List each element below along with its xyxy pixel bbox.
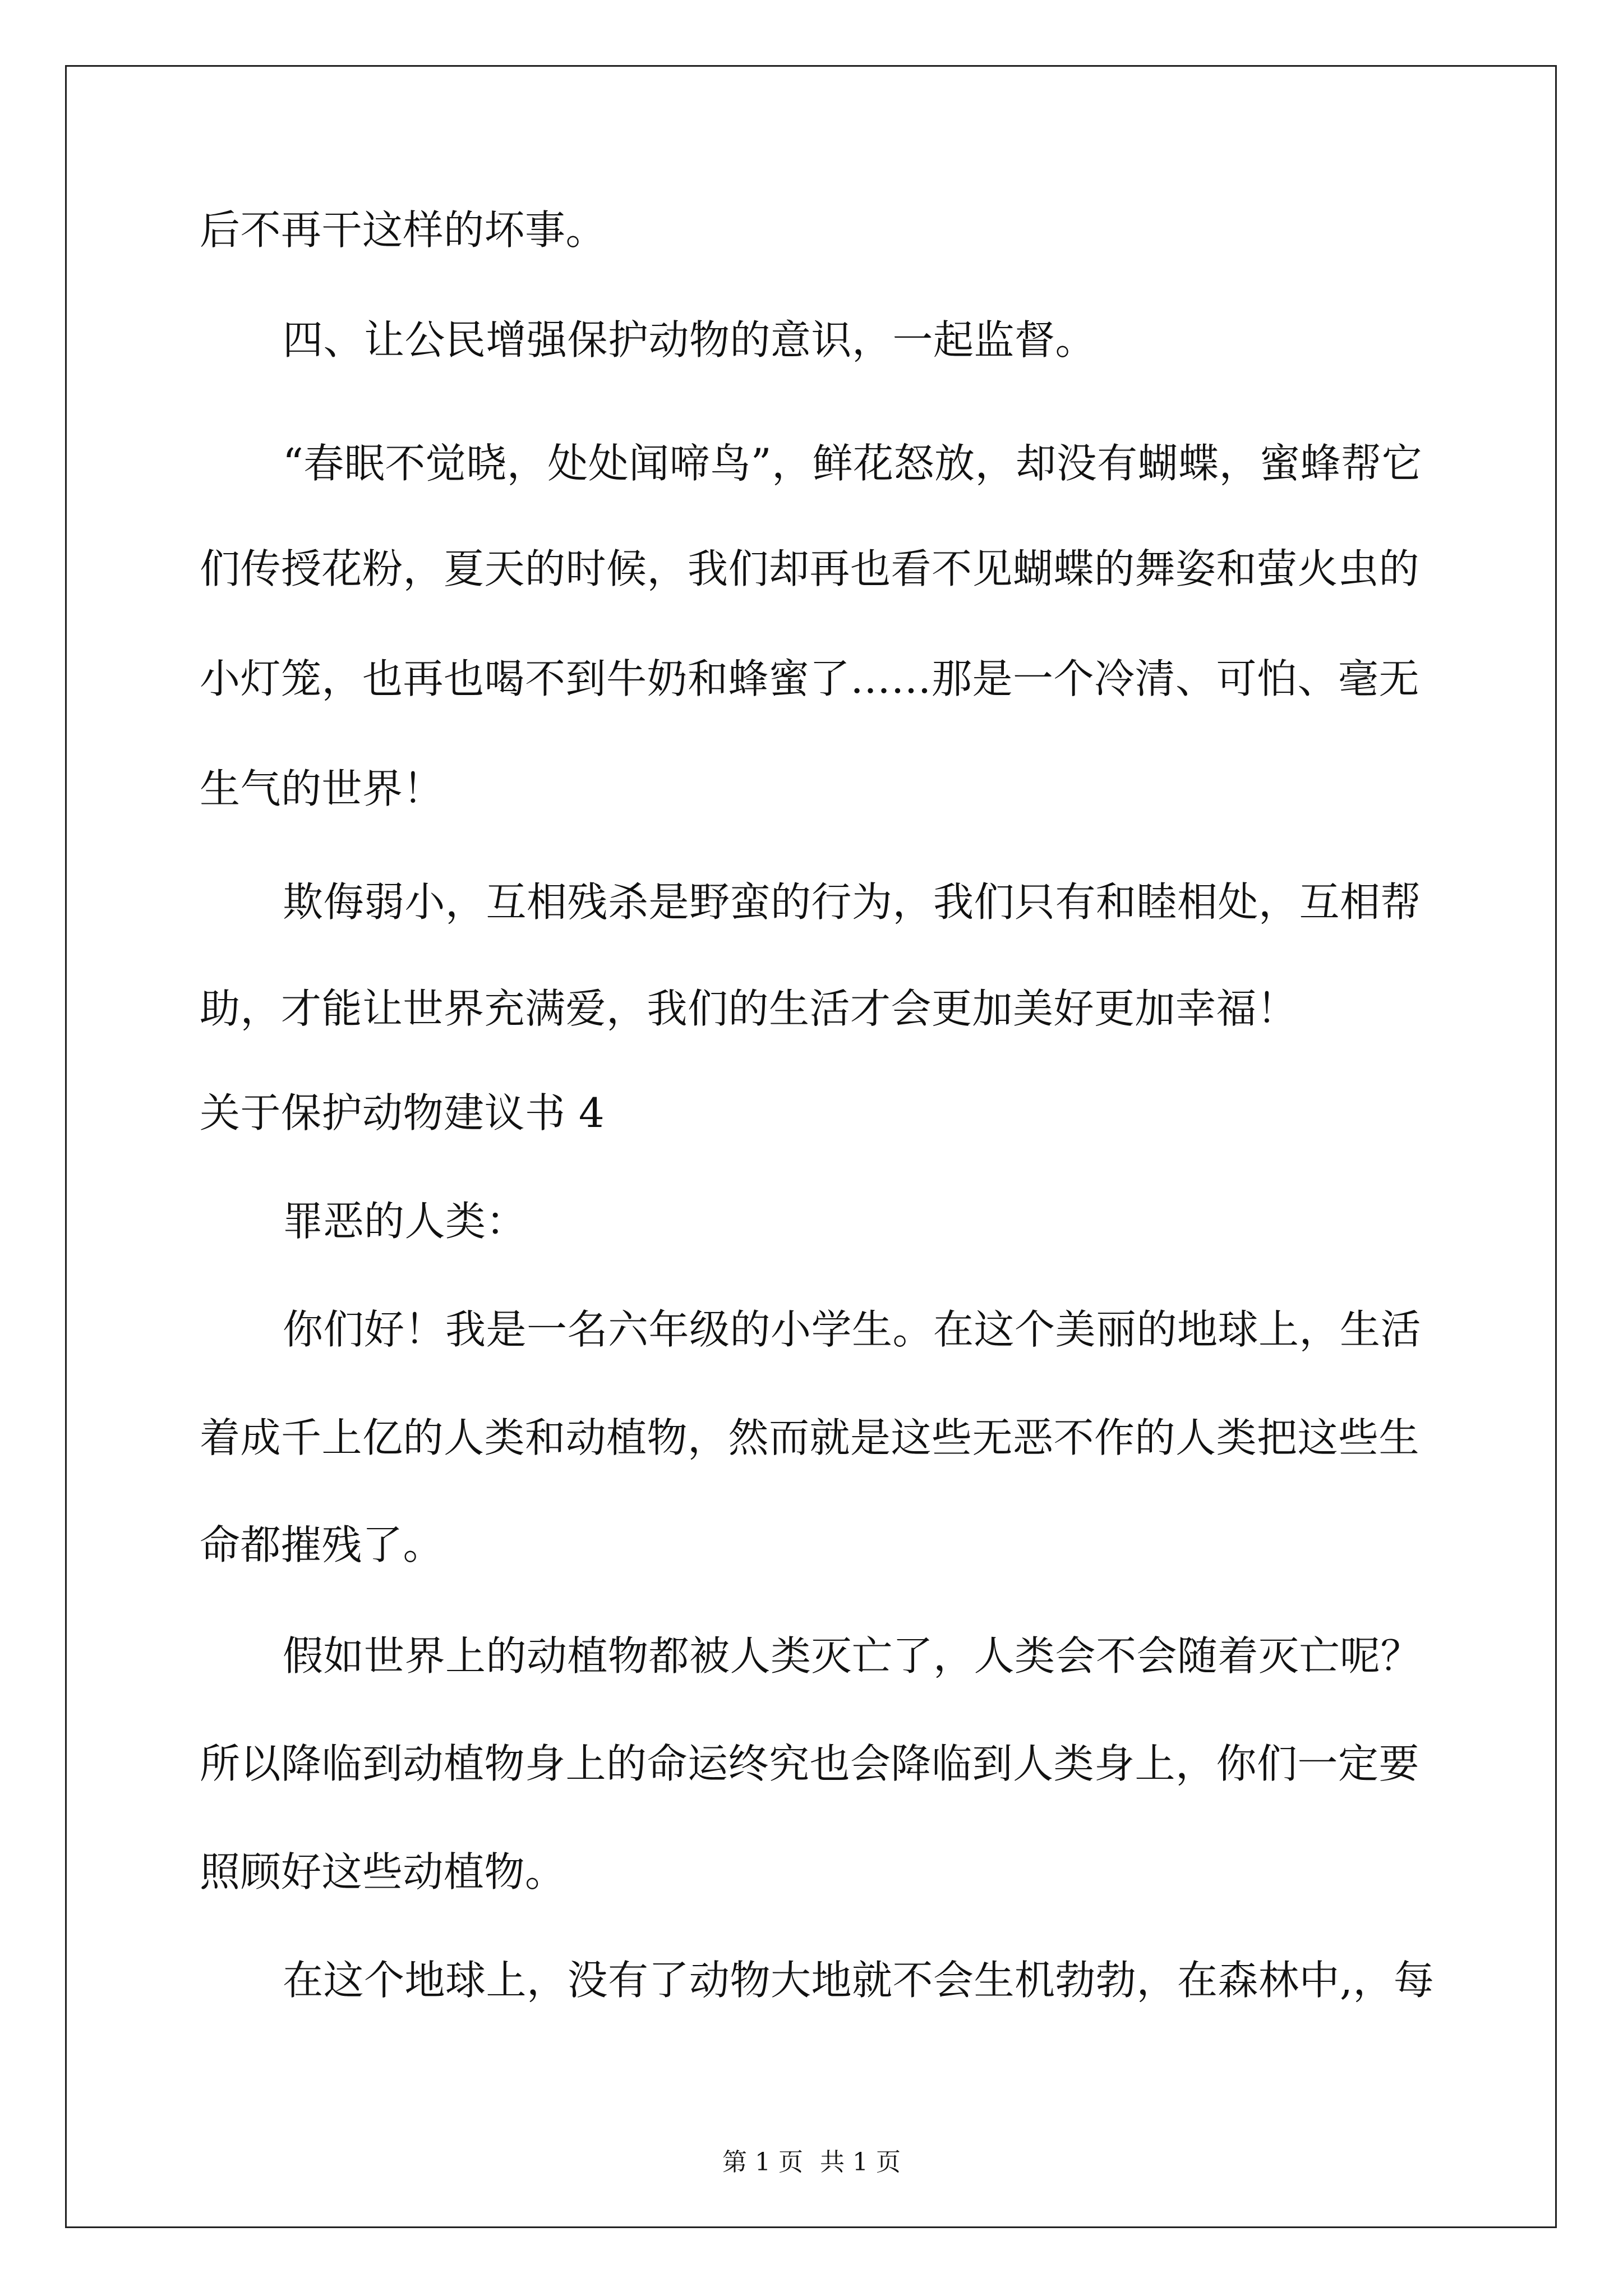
page-total: 共 1 页 bbox=[820, 2148, 901, 2177]
paragraph-line: 四、让公民增强保护动物的意识，一起监督。 bbox=[283, 316, 1096, 364]
paragraph-line: 生气的世界！ bbox=[200, 765, 444, 812]
paragraph-line: 假如世界上的动植物都被人类灭亡了，人类会不会随着灭亡呢？ bbox=[283, 1632, 1422, 1680]
paragraph-line: 照顾好这些动植物。 bbox=[200, 1848, 566, 1895]
paragraph-line: 在这个地球上，没有了动物大地就不会生机勃勃，在森林中,，每 bbox=[283, 1957, 1435, 2004]
paragraph-line: 所以降临到动植物身上的命运终究也会降临到人类身上，你们一定要 bbox=[200, 1740, 1420, 1787]
page-footer bbox=[0, 2146, 1623, 2179]
paragraph-line: 命都摧残了。 bbox=[200, 1521, 444, 1568]
paragraph-line: “春眠不觉晓，处处闻啼鸟”，鲜花怒放，却没有蝴蝶，蜜蜂帮它 bbox=[283, 440, 1423, 487]
paragraph-line: 后不再干这样的坏事。 bbox=[200, 206, 607, 254]
paragraph-line: 你们好！我是一名六年级的小学生。在这个美丽的地球上，生活 bbox=[283, 1306, 1422, 1353]
paragraph-line: 着成千上亿的人类和动植物，然而就是这些无恶不作的人类把这些生 bbox=[200, 1414, 1420, 1461]
paragraph-line: 罪恶的人类： bbox=[283, 1198, 527, 1245]
page-border bbox=[65, 65, 1557, 2228]
paragraph-line: 小灯笼，也再也喝不到牛奶和蜂蜜了……那是一个冷清、可怕、毫无 bbox=[200, 655, 1420, 702]
paragraph-line: 们传授花粉，夏天的时候，我们却再也看不见蝴蝶的舞姿和萤火虫的 bbox=[200, 545, 1420, 592]
section-heading: 关于保护动物建议书 4 bbox=[200, 1089, 605, 1137]
page-number: 第 1 页 bbox=[722, 2148, 803, 2177]
paragraph-line: 欺侮弱小，互相残杀是野蛮的行为，我们只有和睦相处，互相帮 bbox=[283, 878, 1422, 926]
paragraph-line: 助，才能让世界充满爱，我们的生活才会更加美好更加幸福！ bbox=[200, 985, 1298, 1032]
